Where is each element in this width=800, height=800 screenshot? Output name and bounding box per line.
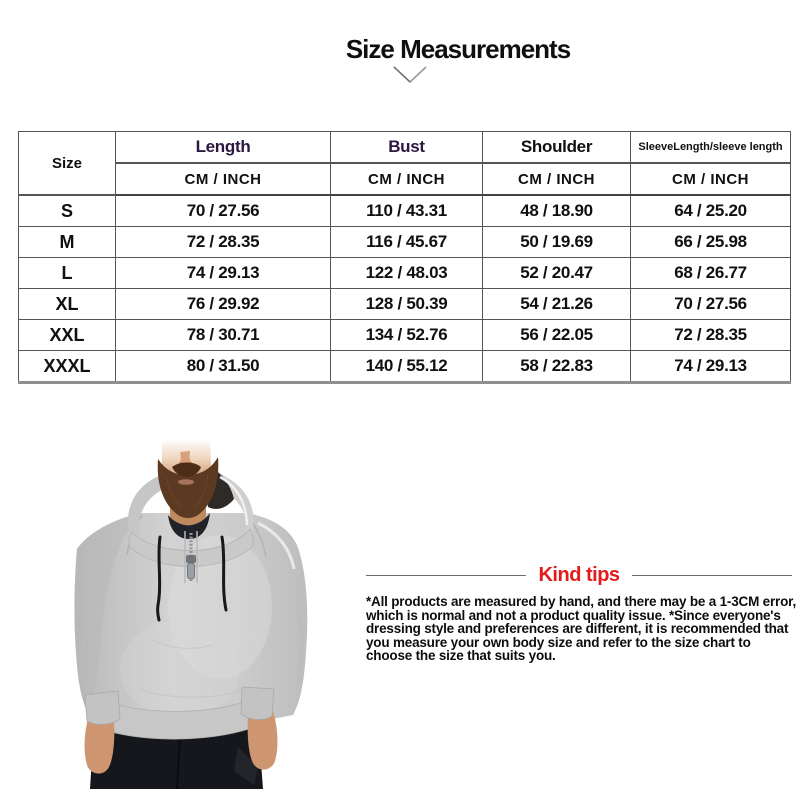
length-value: 74 / 29.13 — [116, 258, 331, 289]
size-label: XL — [19, 289, 116, 320]
sleeve-value: 70 / 27.56 — [631, 289, 791, 320]
table-row-xxl — [19, 320, 791, 351]
sleeve-value: 64 / 25.20 — [631, 195, 791, 227]
bust-value: 116 / 45.67 — [331, 227, 483, 258]
size-label: XXL — [19, 320, 116, 351]
bust-value: 134 / 52.76 — [331, 320, 483, 351]
table-row-s — [19, 195, 791, 227]
bust-value: 122 / 48.03 — [331, 258, 483, 289]
sleeve-value: 68 / 26.77 — [631, 258, 791, 289]
bust-unit-header: CM / INCH — [331, 163, 483, 195]
table-units-row — [19, 163, 791, 195]
bust-column-header: Bust — [331, 132, 483, 164]
size-label: XXXL — [19, 351, 116, 383]
hoodie-man-illustration — [30, 437, 360, 797]
sleeve-value: 66 / 25.98 — [631, 227, 791, 258]
shoulder-value: 52 / 20.47 — [483, 258, 631, 289]
lips — [178, 479, 194, 485]
shoulder-value: 56 / 22.05 — [483, 320, 631, 351]
page-title: Size Measurements — [345, 34, 571, 64]
table-row-l — [19, 258, 791, 289]
size-column-header: Size — [19, 132, 116, 196]
shoulder-value: 48 / 18.90 — [483, 195, 631, 227]
length-column-header: Length — [116, 132, 331, 164]
shoulder-column-header: Shoulder — [483, 132, 631, 164]
sleeve-column-header: SleeveLength/sleeve length — [631, 132, 791, 164]
size-label: M — [19, 227, 116, 258]
size-table — [18, 131, 791, 384]
bust-value: 140 / 55.12 — [331, 351, 483, 383]
table-row-xl — [19, 289, 791, 320]
size-label: L — [19, 258, 116, 289]
shoulder-value: 54 / 21.26 — [483, 289, 631, 320]
divider-line-left — [366, 575, 526, 576]
kind-tips-header — [366, 564, 792, 587]
shoulder-value: 58 / 22.83 — [483, 351, 631, 383]
divider-line-right — [632, 575, 792, 576]
bust-value: 110 / 43.31 — [331, 195, 483, 227]
kind-tips-heading: Kind tips — [538, 564, 620, 586]
chevron-down-icon — [392, 64, 428, 86]
size-label: S — [19, 195, 116, 227]
kind-tips-text: *All products are measured by hand, and there may be a 1-3CM error, which is normal and not a product quality issue. *Since everyone's dressing style and preferences are different, it is recommended that you measure your own body size and refer to the size chart to choose the size that suits you. — [366, 594, 796, 664]
shoulder-value: 50 / 19.69 — [483, 227, 631, 258]
length-value: 80 / 31.50 — [116, 351, 331, 383]
length-value: 72 / 28.35 — [116, 227, 331, 258]
sleeve-value: 72 / 28.35 — [631, 320, 791, 351]
table-row-m — [19, 227, 791, 258]
product-photo — [30, 437, 360, 797]
table-header-row — [19, 132, 791, 164]
length-unit-header: CM / INCH — [116, 163, 331, 195]
length-value: 76 / 29.92 — [116, 289, 331, 320]
shoulder-unit-header: CM / INCH — [483, 163, 631, 195]
bust-value: 128 / 50.39 — [331, 289, 483, 320]
table-row-xxxl — [19, 351, 791, 383]
length-value: 70 / 27.56 — [116, 195, 331, 227]
length-value: 78 / 30.71 — [116, 320, 331, 351]
sleeve-unit-header: CM / INCH — [631, 163, 791, 195]
sleeve-value: 74 / 29.13 — [631, 351, 791, 383]
